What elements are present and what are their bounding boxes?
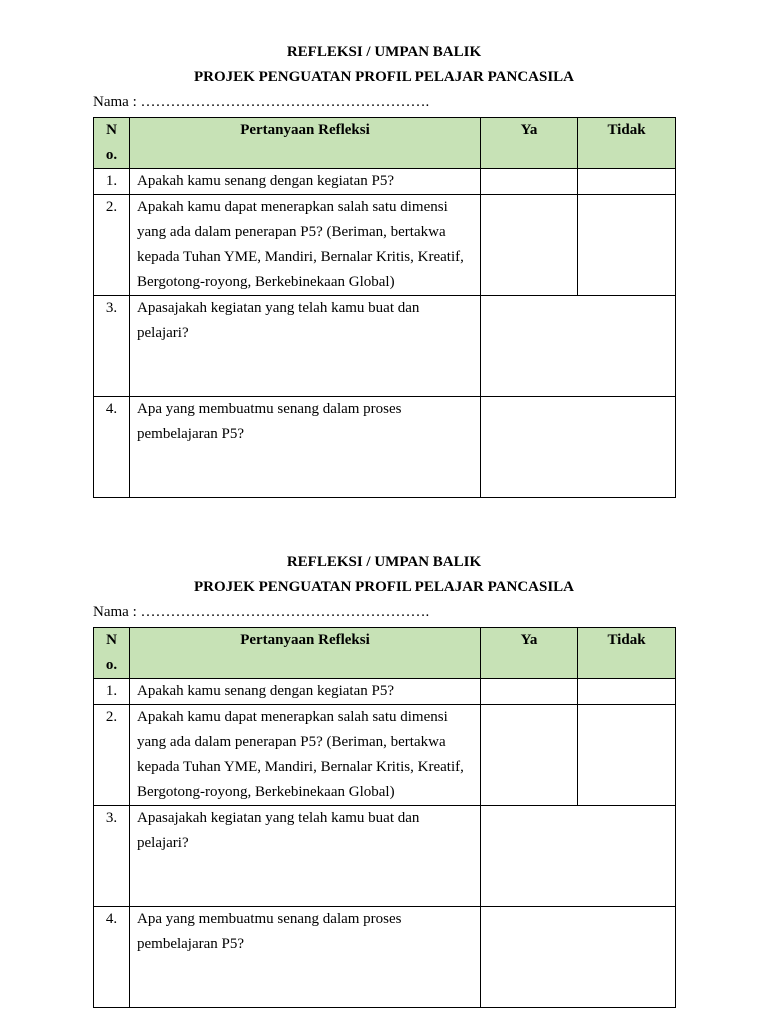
answer-cell[interactable] xyxy=(481,397,676,498)
header-question: Pertanyaan Refleksi xyxy=(130,628,481,679)
row-number: 2. xyxy=(94,195,130,296)
row-number: 4. xyxy=(94,397,130,498)
row-number: 3. xyxy=(94,806,130,907)
reflection-form xyxy=(93,550,675,1008)
no-answer-cell[interactable] xyxy=(578,679,676,705)
reflection-form xyxy=(93,40,675,498)
name-label: Nama xyxy=(93,604,129,620)
form-title: REFLEKSI / UMPAN BALIK xyxy=(286,44,482,60)
table-header-row xyxy=(94,118,676,169)
row-question: Apakah kamu dapat menerapkan salah satu dimensi yang ada dalam penerapan P5? (Beriman, bertakwa kepada Tuhan YME, Mandiri, Bernalar Kritis, Kreatif, Bergotong-royong, Berkebinekaan Global) xyxy=(130,195,481,296)
table-header-row xyxy=(94,628,676,679)
header-yes: Ya xyxy=(481,118,578,169)
form-subtitle: PROJEK PENGUATAN PROFIL PELAJAR PANCASILA xyxy=(193,579,575,595)
header-question: Pertanyaan Refleksi xyxy=(130,118,481,169)
row-question: Apa yang membuatmu senang dalam proses pembelajaran P5? xyxy=(130,397,481,498)
table-row xyxy=(94,679,676,705)
name-blank[interactable]: : …………………………………………………. xyxy=(128,604,430,620)
table-row xyxy=(94,296,676,397)
table-row xyxy=(94,195,676,296)
header-no: No. xyxy=(94,118,130,169)
header-no-answer: Tidak xyxy=(578,628,676,679)
name-label: Nama xyxy=(93,94,129,110)
row-number: 2. xyxy=(94,705,130,806)
yes-cell[interactable] xyxy=(481,195,578,296)
no-answer-cell[interactable] xyxy=(578,705,676,806)
answer-cell[interactable] xyxy=(481,806,676,907)
name-line xyxy=(93,600,675,625)
header-no-answer: Tidak xyxy=(578,118,676,169)
no-answer-cell[interactable] xyxy=(578,195,676,296)
row-question: Apakah kamu senang dengan kegiatan P5? xyxy=(130,679,481,705)
form-subtitle: PROJEK PENGUATAN PROFIL PELAJAR PANCASILA xyxy=(193,69,575,85)
table-row xyxy=(94,397,676,498)
reflection-table xyxy=(93,117,676,498)
row-number: 1. xyxy=(94,169,130,195)
name-blank[interactable]: : …………………………………………………. xyxy=(128,94,430,110)
row-number: 3. xyxy=(94,296,130,397)
yes-cell[interactable] xyxy=(481,169,578,195)
table-row xyxy=(94,705,676,806)
table-row xyxy=(94,169,676,195)
row-number: 4. xyxy=(94,907,130,1008)
answer-cell[interactable] xyxy=(481,907,676,1008)
row-question: Apakah kamu dapat menerapkan salah satu dimensi yang ada dalam penerapan P5? (Beriman, bertakwa kepada Tuhan YME, Mandiri, Bernalar Kritis, Kreatif, Bergotong-royong, Berkebinekaan Global) xyxy=(130,705,481,806)
yes-cell[interactable] xyxy=(481,679,578,705)
header-yes: Ya xyxy=(481,628,578,679)
table-row xyxy=(94,806,676,907)
row-question: Apasajakah kegiatan yang telah kamu buat dan pelajari? xyxy=(130,806,481,907)
row-question: Apasajakah kegiatan yang telah kamu buat dan pelajari? xyxy=(130,296,481,397)
row-number: 1. xyxy=(94,679,130,705)
no-answer-cell[interactable] xyxy=(578,169,676,195)
row-question: Apakah kamu senang dengan kegiatan P5? xyxy=(130,169,481,195)
row-question: Apa yang membuatmu senang dalam proses pembelajaran P5? xyxy=(130,907,481,1008)
reflection-table xyxy=(93,627,676,1008)
name-line xyxy=(93,90,675,115)
answer-cell[interactable] xyxy=(481,296,676,397)
form-title: REFLEKSI / UMPAN BALIK xyxy=(286,554,482,570)
yes-cell[interactable] xyxy=(481,705,578,806)
header-no: No. xyxy=(94,628,130,679)
table-row xyxy=(94,907,676,1008)
